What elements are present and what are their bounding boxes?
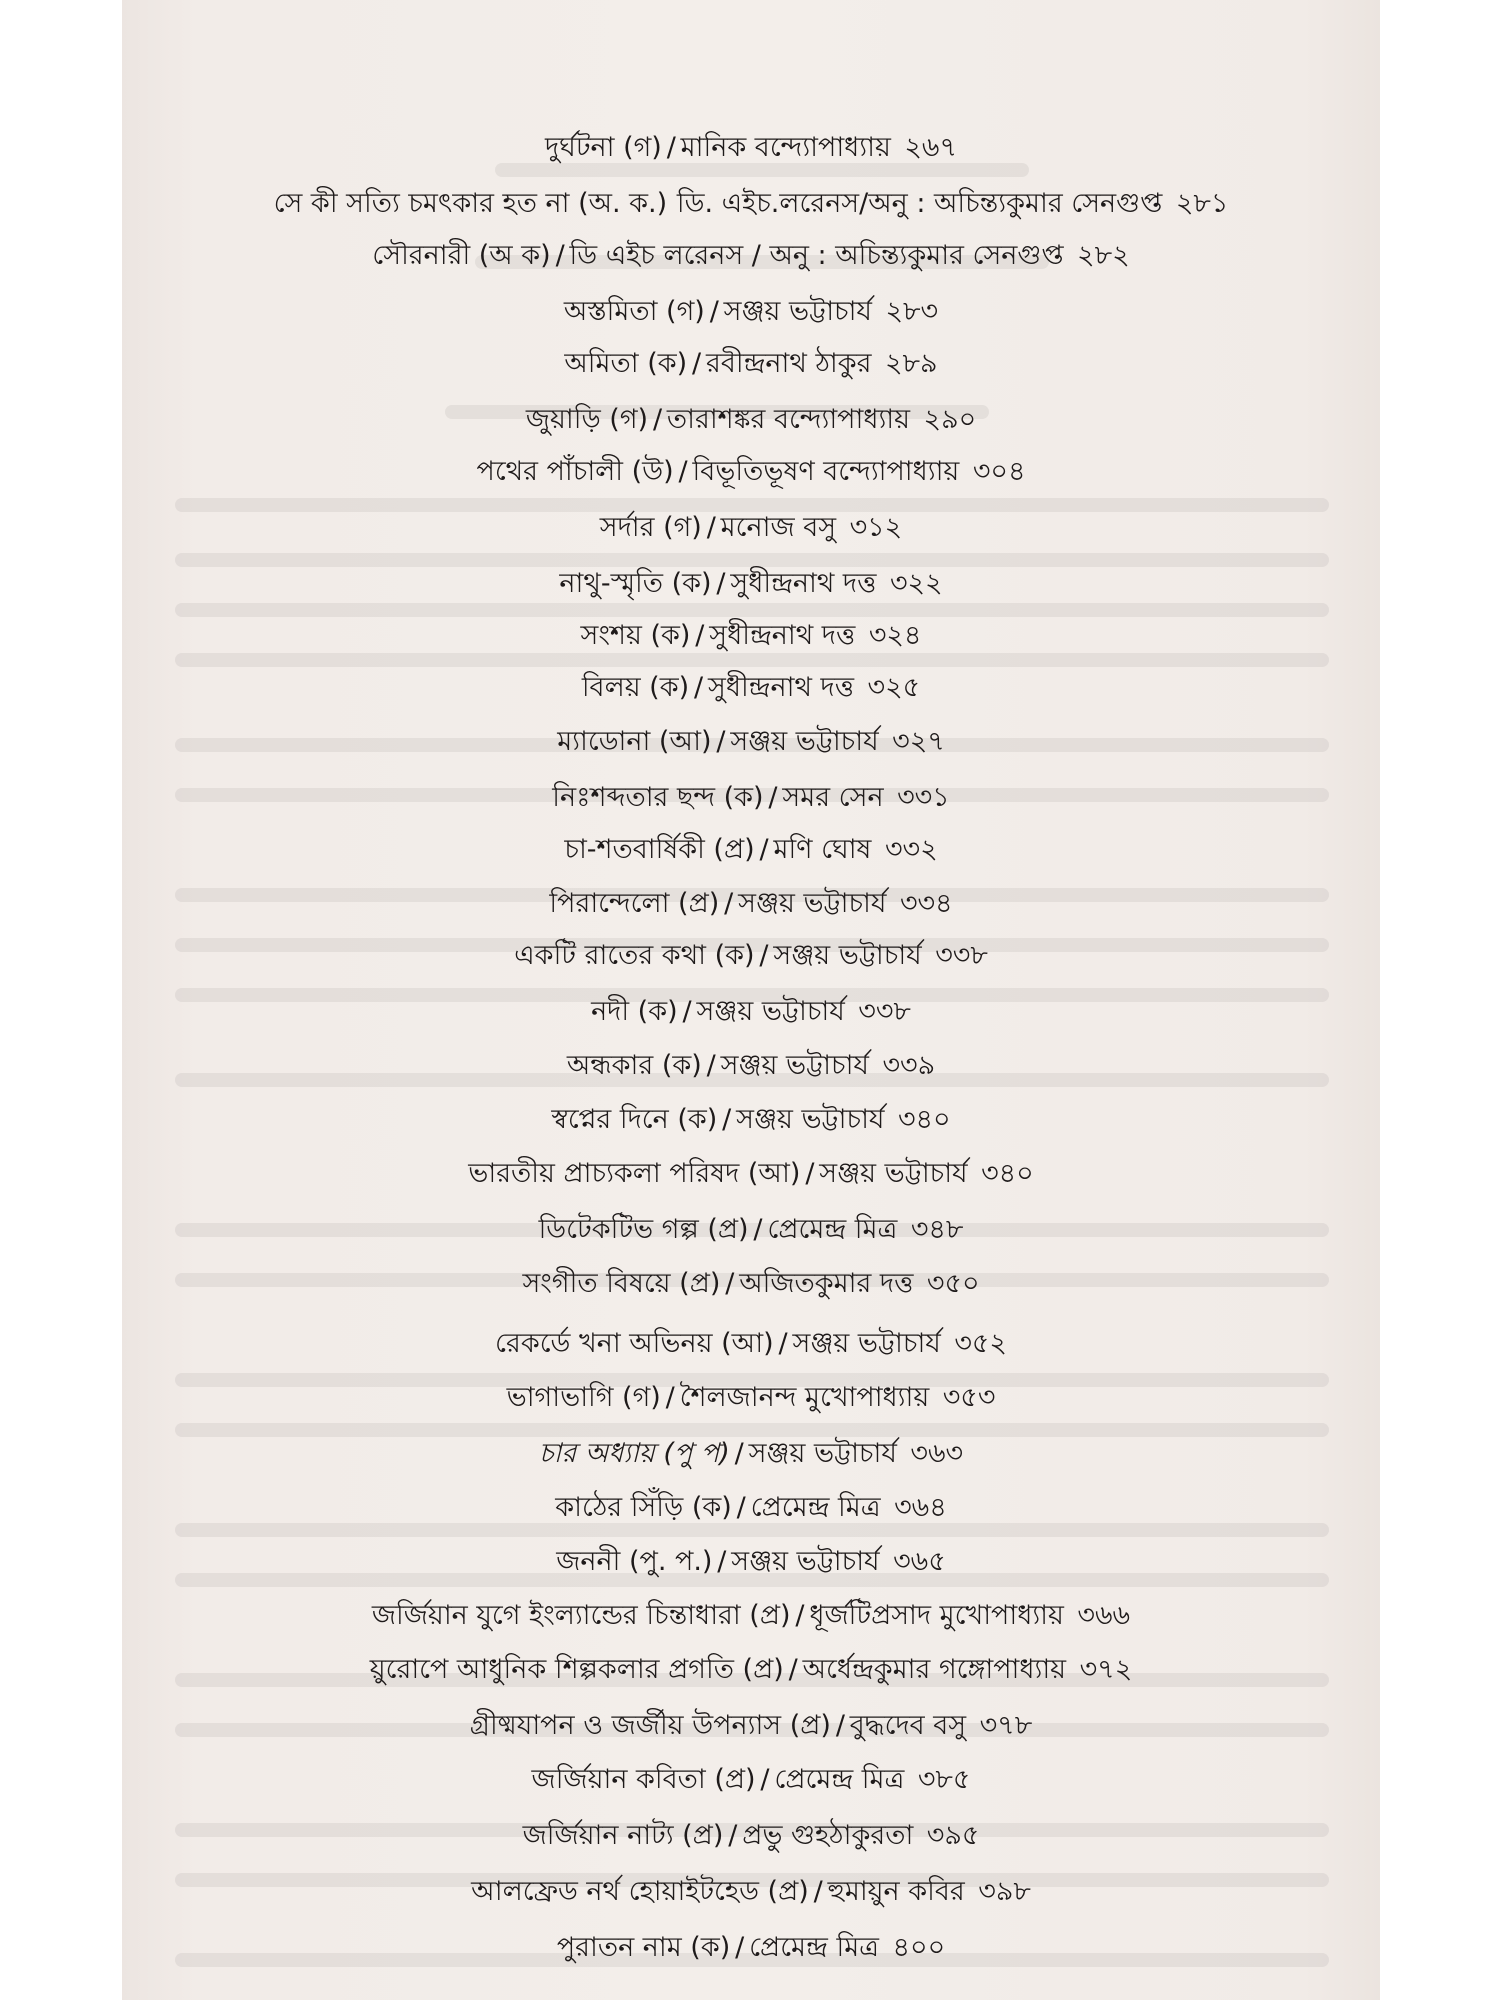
toc-entry: দুর্ঘটনা (গ) / মানিক বন্দ্যোপাধ্যায় ২৬৭ — [544, 132, 958, 163]
toc-entry: ম্যাডোনা (আ) / সঞ্জয় ভট্টাচার্য ৩২৭ — [557, 726, 945, 757]
entry-page: ৪০০ — [892, 1932, 946, 1963]
entry-title: সৌরনারী (অ ক) — [372, 240, 551, 271]
entry-page: ৩৬৬ — [1077, 1600, 1131, 1631]
entry-title: পথের পাঁচালী (উ) — [476, 456, 674, 487]
entry-title: পিরান্দেলো (প্র) — [549, 888, 720, 919]
entry-page: ৩৩৪ — [899, 888, 953, 919]
entry-author: সঞ্জয় ভট্টাচার্য — [738, 888, 887, 919]
toc-entry: নিঃশব্দতার ছন্দ (ক) / সমর সেন ৩৩১ — [552, 782, 950, 813]
entry-author: রবীন্দ্রনাথ ঠাকুর — [705, 348, 872, 379]
entry-author: সঞ্জয় ভট্টাচার্য — [736, 1104, 885, 1135]
entry-page: ৩২৫ — [867, 672, 921, 703]
book-page — [122, 0, 1380, 2000]
entry-author: সুধীন্দ্রনাথ দত্ত — [709, 620, 856, 651]
entry-author: প্রেমেন্দ্র মিত্র — [749, 1932, 880, 1963]
entry-page: ২৮৯ — [884, 348, 938, 379]
toc-entry: চা-শতবার্ষিকী (প্র) / মণি ঘোষ ৩৩২ — [564, 834, 938, 865]
entry-title: একটি রাতের কথা (ক) — [514, 940, 755, 971]
entry-page: ২৮২ — [1077, 240, 1130, 271]
entry-page: ৩৩১ — [897, 782, 950, 813]
entry-author: সঞ্জয় ভট্টাচার্য — [696, 996, 845, 1027]
entry-title: দুর্ঘটনা (গ) — [544, 132, 662, 163]
entry-page: ৩৭২ — [1079, 1654, 1133, 1685]
toc-entry: সংগীত বিষয়ে (প্র) / অজিতকুমার দত্ত ৩৫০ — [522, 1268, 980, 1299]
entry-page: ৩৯৫ — [926, 1820, 980, 1851]
entry-title: জর্জিয়ান নাট্য (প্র) — [522, 1820, 724, 1851]
entry-title: অন্ধকার (ক) — [566, 1050, 702, 1081]
entry-title: বিলয় (ক) — [581, 672, 690, 703]
entry-page: ৩০৪ — [972, 456, 1026, 487]
entry-page: ৩৩২ — [884, 834, 938, 865]
entry-author: সুধীন্দ্রনাথ দত্ত — [707, 672, 855, 703]
entry-page: ৩৮৫ — [917, 1764, 971, 1795]
entry-title: সংগীত বিষয়ে (প্র) — [522, 1268, 721, 1299]
entry-page: ৩১২ — [849, 512, 903, 543]
entry-author: বিভূতিভূষণ বন্দ্যোপাধ্যায় — [692, 456, 960, 487]
entry-title: আলফ্রেড নর্থ হোয়াইটহেড (প্র) — [471, 1876, 809, 1907]
entry-title: জর্জিয়ান যুগে ইংল্যান্ডের চিন্তাধারা (প্র) — [371, 1600, 791, 1631]
entry-author: হুমায়ুন কবির — [827, 1876, 965, 1907]
toc-entry: জর্জিয়ান নাট্য (প্র) / প্রভু গুহঠাকুরতা ৩৯৫ — [522, 1820, 980, 1851]
toc-entry: আলফ্রেড নর্থ হোয়াইটহেড (প্র) / হুমায়ুন কবির ৩৯৮ — [471, 1876, 1031, 1907]
entry-page: ৩৬৪ — [894, 1492, 947, 1523]
entry-page: ৩৭৮ — [979, 1710, 1033, 1741]
entry-page: ৩৫০ — [926, 1268, 980, 1299]
entry-title: ভাগাভাগি (গ) — [506, 1382, 661, 1413]
entry-title: জর্জিয়ান কবিতা (প্র) — [531, 1764, 756, 1795]
entry-title: ম্যাডোনা (আ) — [557, 726, 712, 757]
entry-author: সঞ্জয় ভট্টাচার্য — [723, 296, 872, 327]
entry-page: ২৮১ — [1175, 188, 1229, 219]
entry-title: ডিটেকটিভ গল্প (প্র) — [538, 1214, 749, 1245]
entry-author: সঞ্জয় ভট্টাচার্য — [731, 1546, 880, 1577]
entry-title: চার অধ্যায় (পু প) — [538, 1438, 730, 1469]
entry-page: ৩৯৮ — [978, 1876, 1031, 1907]
toc-entry: নদী (ক) / সঞ্জয় ভট্টাচার্য ৩৩৮ — [591, 996, 911, 1027]
entry-title: জুয়াড়ি (গ) — [525, 404, 649, 435]
toc-entry: জননী (পু. প.) / সঞ্জয় ভট্টাচার্য ৩৬৫ — [556, 1546, 946, 1577]
toc-entry: বিলয় (ক) / সুধীন্দ্রনাথ দত্ত ৩২৫ — [581, 672, 921, 703]
toc-entry: নাথু-স্মৃতি (ক) / সুধীন্দ্রনাথ দত্ত ৩২২ — [559, 568, 943, 599]
entry-title: সে কী সত্যি চমৎকার হত না (অ. ক.) — [273, 188, 668, 219]
toc-entry: পিরান্দেলো (প্র) / সঞ্জয় ভট্টাচার্য ৩৩৪ — [549, 888, 953, 919]
toc-entry: জর্জিয়ান যুগে ইংল্যান্ডের চিন্তাধারা (প্র) / ধূর্জটিপ্রসাদ মুখোপাধ্যায় ৩৬৬ — [371, 1600, 1131, 1631]
toc-entry: গ্রীষ্মযাপন ও জর্জীয় উপন্যাস (প্র) / বুদ্ধদেব বসু ৩৭৮ — [469, 1710, 1033, 1741]
entry-page: ৩২৭ — [892, 726, 945, 757]
toc-entry: অন্ধকার (ক) / সঞ্জয় ভট্টাচার্য ৩৩৯ — [566, 1050, 936, 1081]
toc-entry: সৌরনারী (অ ক) / ডি এইচ লরেনস / অনু : অচিন্ত্যকুমার সেনগুপ্ত ২৮২ — [372, 240, 1130, 271]
entry-author: সঞ্জয় ভট্টাচার্য — [748, 1438, 897, 1469]
entry-author: মনোজ বসু — [720, 512, 837, 543]
entry-title: ভারতীয় প্রাচ্যকলা পরিষদ (আ) — [468, 1158, 801, 1189]
entry-author: বুদ্ধদেব বসু — [849, 1710, 967, 1741]
toc-entry — [122, 184, 1380, 224]
entry-author: সুধীন্দ্রনাথ দত্ত — [730, 568, 877, 599]
entry-title: অমিতা (ক) — [564, 348, 688, 379]
entry-author: সঞ্জয় ভট্টাচার্য — [730, 726, 879, 757]
entry-title: সর্দার (গ) — [599, 512, 702, 543]
entry-page: ৩২৪ — [868, 620, 922, 651]
entry-title: সংশয় (ক) — [580, 620, 691, 651]
toc-entry: পথের পাঁচালী (উ) / বিভূতিভূষণ বন্দ্যোপাধ্যায় ৩০৪ — [476, 456, 1026, 487]
toc-entry: সর্দার (গ) / মনোজ বসু ৩১২ — [599, 512, 903, 543]
toc-entry: কাঠের সিঁড়ি (ক) / প্রেমেন্দ্র মিত্র ৩৬৪ — [555, 1492, 947, 1523]
entry-title: অস্তমিতা (গ) — [563, 296, 705, 327]
entry-page: ২৯০ — [923, 404, 977, 435]
entry-title: রেকর্ডে খনা অভিনয় (আ) — [495, 1328, 774, 1359]
entry-author: ডি এইচ লরেনস / অনু : অচিন্ত্যকুমার সেনগুপ্ত — [569, 240, 1064, 271]
toc-entry: রেকর্ডে খনা অভিনয় (আ) / সঞ্জয় ভট্টাচার্য ৩৫২ — [495, 1328, 1007, 1359]
toc-entry: সংশয় (ক) / সুধীন্দ্রনাথ দত্ত ৩২৪ — [580, 620, 922, 651]
toc-entry: অমিতা (ক) / রবীন্দ্রনাথ ঠাকুর ২৮৯ — [564, 348, 938, 379]
toc-entry: য়ুরোপে আধুনিক শিল্পকলার প্রগতি (প্র) / অর্ধেন্দ্রকুমার গঙ্গোপাধ্যায় ৩৭২ — [369, 1654, 1133, 1685]
entry-author: ডি. এইচ.লরেনস/অনু : অচিন্ত্যকুমার সেনগুপ্ত — [676, 188, 1163, 219]
toc-entry: ভাগাভাগি (গ) / শৈলজানন্দ মুখোপাধ্যায় ৩৫৩ — [506, 1382, 996, 1413]
entry-page: ৩২২ — [889, 568, 943, 599]
toc-entry: স্বপ্নের দিনে (ক) / সঞ্জয় ভট্টাচার্য ৩৪০ — [551, 1104, 951, 1135]
entry-page: ৩৬৩ — [910, 1438, 964, 1469]
entry-author: প্রেমেন্দ্র মিত্র — [774, 1764, 905, 1795]
entry-title: নিঃশব্দতার ছন্দ (ক) — [552, 782, 764, 813]
entry-page: ২৬৭ — [904, 132, 958, 163]
entry-author: ধূর্জটিপ্রসাদ মুখোপাধ্যায় — [809, 1600, 1064, 1631]
entry-author: প্রেমেন্দ্র মিত্র — [750, 1492, 881, 1523]
entry-author: সঞ্জয় ভট্টাচার্য — [792, 1328, 941, 1359]
entry-title: জননী (পু. প.) — [556, 1546, 713, 1577]
entry-page: ৩৪০ — [897, 1104, 951, 1135]
toc-entry: ভারতীয় প্রাচ্যকলা পরিষদ (আ) / সঞ্জয় ভট্টাচার্য ৩৪০ — [468, 1158, 1034, 1189]
toc-entry: পুরাতন নাম (ক) / প্রেমেন্দ্র মিত্র ৪০০ — [556, 1932, 946, 1963]
entry-author: প্রেমেন্দ্র মিত্র — [767, 1214, 898, 1245]
entry-page: ৩৫৩ — [942, 1382, 996, 1413]
entry-page: ৩৬৫ — [893, 1546, 946, 1577]
entry-page: ৩৪৮ — [910, 1214, 964, 1245]
toc-entry: ডিটেকটিভ গল্প (প্র) / প্রেমেন্দ্র মিত্র ৩৪৮ — [538, 1214, 964, 1245]
entry-author: মণি ঘোষ — [773, 834, 872, 865]
entry-title: কাঠের সিঁড়ি (ক) — [555, 1492, 732, 1523]
entry-author: অজিতকুমার দত্ত — [739, 1268, 914, 1299]
toc-entry: অস্তমিতা (গ) / সঞ্জয় ভট্টাচার্য ২৮৩ — [563, 296, 939, 327]
entry-title: নাথু-স্মৃতি (ক) — [559, 568, 712, 599]
entry-title: চা-শতবার্ষিকী (প্র) — [564, 834, 755, 865]
entry-author: শৈলজানন্দ মুখোপাধ্যায় — [679, 1382, 930, 1413]
entry-page: ২৮৩ — [885, 296, 939, 327]
entry-author: সঞ্জয় ভট্টাচার্য — [720, 1050, 869, 1081]
entry-title: গ্রীষ্মযাপন ও জর্জীয় উপন্যাস (প্র) — [469, 1710, 831, 1741]
entry-title: নদী (ক) — [591, 996, 678, 1027]
toc-entry: জর্জিয়ান কবিতা (প্র) / প্রেমেন্দ্র মিত্র ৩৮৫ — [531, 1764, 971, 1795]
entry-title: স্বপ্নের দিনে (ক) — [551, 1104, 718, 1135]
entry-author: প্রভু গুহঠাকুরতা — [742, 1820, 914, 1851]
entry-page: ৩৪০ — [981, 1158, 1034, 1189]
entry-page: ৩৩৮ — [935, 940, 988, 971]
entry-page: ৩৩৮ — [858, 996, 911, 1027]
toc-entry: জুয়াড়ি (গ) / তারাশঙ্কর বন্দ্যোপাধ্যায় ২৯০ — [525, 404, 977, 435]
entry-page: ৩৫২ — [954, 1328, 1007, 1359]
entry-page: ৩৩৯ — [882, 1050, 936, 1081]
toc-entry: একটি রাতের কথা (ক) / সঞ্জয় ভট্টাচার্য ৩৩৮ — [514, 940, 988, 971]
entry-author: সঞ্জয় ভট্টাচার্য — [773, 940, 922, 971]
entry-title: পুরাতন নাম (ক) — [556, 1932, 731, 1963]
entry-author: তারাশঙ্কর বন্দ্যোপাধ্যায় — [666, 404, 911, 435]
entry-author: সঞ্জয় ভট্টাচার্য — [819, 1158, 968, 1189]
toc-entry: চার অধ্যায় (পু প) / সঞ্জয় ভট্টাচার্য ৩৬৩ — [538, 1438, 964, 1469]
entry-author: সমর সেন — [782, 782, 884, 813]
entry-title: য়ুরোপে আধুনিক শিল্পকলার প্রগতি (প্র) — [369, 1654, 784, 1685]
entry-author: মানিক বন্দ্যোপাধ্যায় — [680, 132, 891, 163]
table-of-contents — [122, 0, 1380, 2000]
entry-author: অর্ধেন্দ্রকুমার গঙ্গোপাধ্যায় — [802, 1654, 1067, 1685]
